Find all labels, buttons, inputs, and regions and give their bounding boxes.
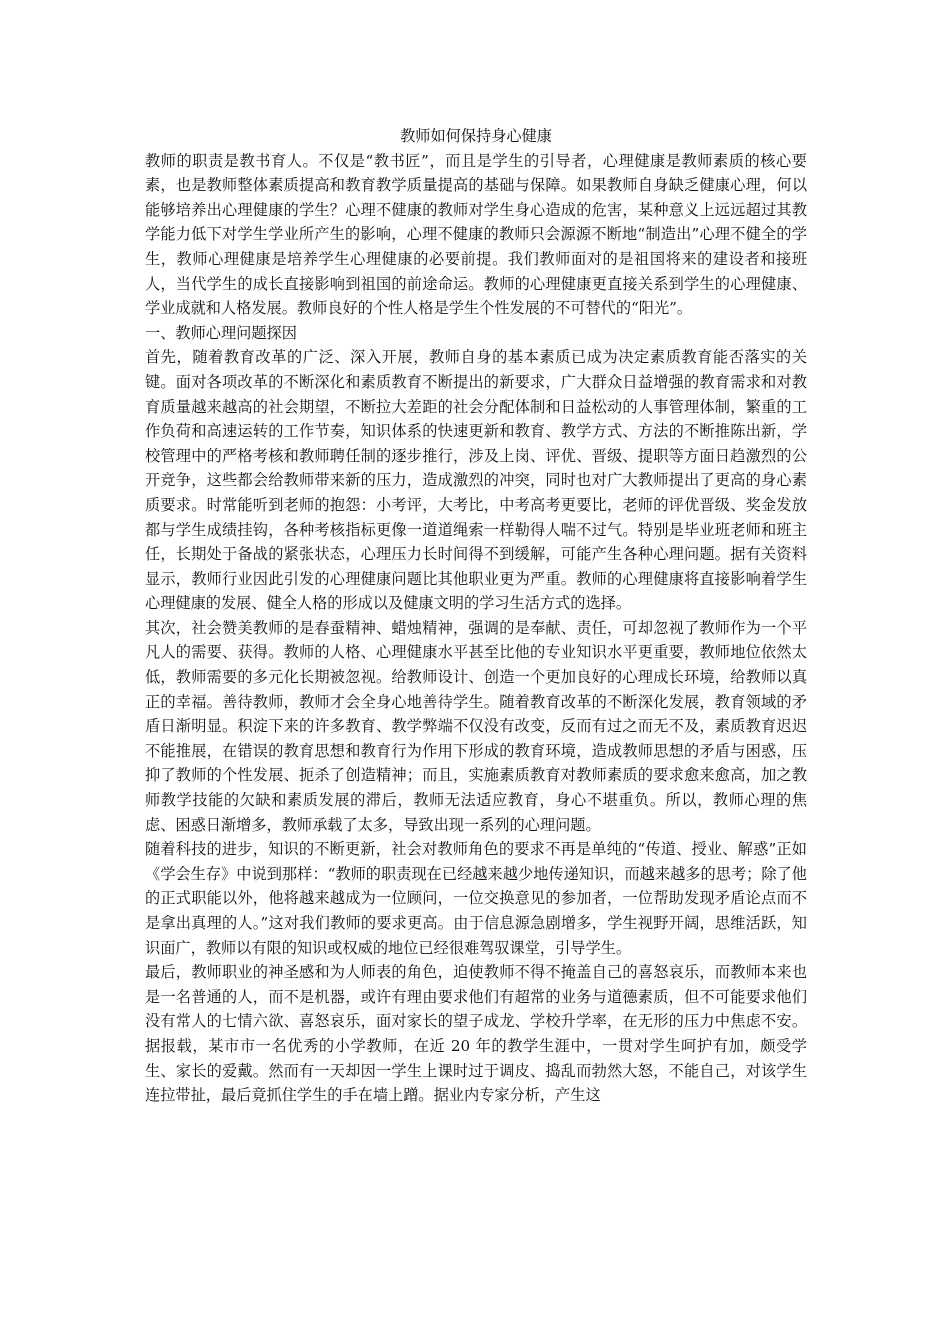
paragraph-last-cause: 最后，教师职业的神圣感和为人师表的角色，迫使教师不得不掩盖自己的喜怒哀乐，而教师本来也是一名普通的人，而不是机器，或许有理由要求他们有超常的业务与道德素质，但不可能要求他们没有常人的七情六欲、喜怒哀乐，面对家长的望子成龙、学校升学率，在无形的压力中焦虑不安。据报载，某市市一名优秀的小学教师，在近 20 年的教学生涯中，一贯对学生呵护有加，颇受学生、家长的爱戴。然而有一天却因一学生上课时过于调皮、捣乱而勃然大怒，不能自己，对该学生连拉带扯，最后竟抓住学生的手在墙上蹭。据业内专家分析，产生这 xyxy=(145,963,807,1105)
section-heading: 一、教师心理问题探因 xyxy=(145,323,297,342)
document-title: 教师如何保持身心健康 xyxy=(400,127,552,145)
document-page xyxy=(145,124,807,1108)
paragraph-intro: 教师的职责是教书育人。不仅是“教书匠”，而且是学生的引导者，心理健康是教师素质的核心要素，也是教师整体素质提高和教育教学质量提高的基础与保障。如果教师自身缺乏健康心理，何以能够培养出心理健康的学生？心理不健康的教师对学生身心造成的危害，某种意义上远远超过其教学能力低下对学生学业所产生的影响，心理不健康的教师只会源源不断地“制造出”心理不健全的学生，教师心理健康是培养学生心理健康的必要前提。我们教师面对的是祖国将来的建设者和接班人，当代学生的成长直接影响到祖国的前途命运。教师的心理健康更直接关系到学生的心理健康、学业成就和人格发展。教师良好的个性人格是学生个性发展的不可替代的“阳光”。 xyxy=(145,151,807,318)
paragraph-first-cause: 首先，随着教育改革的广泛、深入开展，教师自身的基本素质已成为决定素质教育能否落实的关键。面对各项改革的不断深化和素质教育不断提出的新要求，广大群众日益增强的教育需求和对教育质量越来越高的社会期望，不断拉大差距的社会分配体制和日益松动的人事管理体制，繁重的工作负荷和高速运转的工作节奏，知识体系的快速更新和教育、教学方式、方法的不断推陈出新，学校管理中的严格考核和教师聘任制的逐步推行，涉及上岗、评优、晋级、提职等方面日趋激烈的公开竞争，这些都会给教师带来新的压力，造成激烈的冲突，同时也对广大教师提出了更高的身心素质要求。时常能听到老师的抱怨：小考评，大考比，中考高考更要比，老师的评优晋级、奖金发放都与学生成绩挂钩，各种考核指标更像一道道绳索一样勒得人喘不过气。特别是毕业班老师和班主任，长期处于备战的紧张状态，心理压力长时间得不到缓解，可能产生各种心理问题。据有关资料显示，教师行业因此引发的心理健康问题比其他职业更为严重。教师的心理健康将直接影响着学生心理健康的发展、健全人格的形成以及健康文明的学习生活方式的选择。 xyxy=(145,348,807,613)
paragraph-second-cause: 其次，社会赞美教师的是春蚕精神、蜡烛精神，强调的是奉献、责任，可却忽视了教师作为一个平凡人的需要、获得。教师的人格、心理健康水平甚至比他的专业知识水平更重要，教师地位依然太低，教师需要的多元化长期被忽视。给教师设计、创造一个更加良好的心理成长环境，给教师以真正的幸福。善待教师，教师才会全身心地善待学生。随着教育改革的不断深化发展，教育领域的矛盾日渐明显。积淀下来的许多教育、教学弊端不仅没有改变，反而有过之而无不及，素质教育迟迟不能推展，在错误的教育思想和教育行为作用下形成的教育环境，造成教师思想的矛盾与困惑，压抑了教师的个性发展、扼杀了创造精神；而且，实施素质教育对教师素质的要求愈来愈高，加之教师教学技能的欠缺和素质发展的滞后，教师无法适应教育，身心不堪重负。所以，教师心理的焦虑、困惑日渐增多，教师承载了太多，导致出现一系列的心理问题。 xyxy=(145,618,807,834)
paragraph-technology: 随着科技的进步，知识的不断更新，社会对教师角色的要求不再是单纯的“传道、授业、解惑”正如《学会生存》中说到那样：“教师的职责现在已经越来越少地传递知识，而越来越多的思考；除了他的正式职能以外，他将越来越成为一位顾问，一位交换意见的参加者，一位帮助发现矛盾论点而不是拿出真理的人。”这对我们教师的要求更高。由于信息源急剧增多，学生视野开阔，思维活跃，知识面广，教师以有限的知识或权威的地位已经很难驾驭课堂，引导学生。 xyxy=(145,840,807,957)
